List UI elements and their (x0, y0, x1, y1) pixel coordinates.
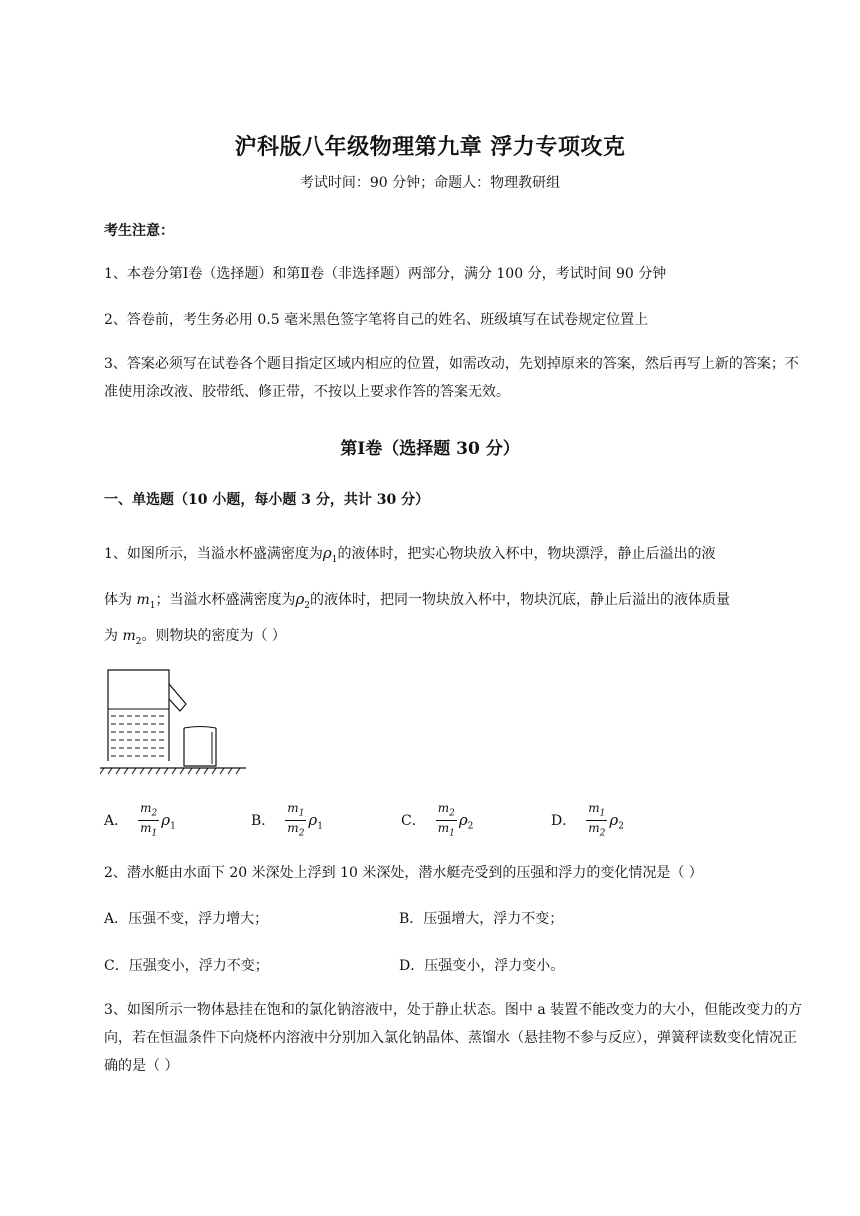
section-title: 第Ⅰ卷（选择题 30 分） (340, 439, 520, 459)
q3-stem: 3、如图所示一物体悬挂在饱和的氯化钠溶液中，处于静止状态。图中 a 装置不能改变力的大小，但能改变力的方向，若在恒温条件下向烧杯内溶液中分别加入氯化钠晶体、蒸馏水（悬挂物不参与反应），弹簧秤读数变化情况正确的是（ ） (104, 1002, 803, 1074)
q1-option-c[interactable]: C． $\frac{m_2}{m_1}$ $\rho_2$ (401, 801, 474, 839)
q2-option-a[interactable]: A．压强不变，浮力增大； (104, 911, 269, 927)
notice-item-3: 3、答案必须写在试卷各个题目指定区域内相应的位置，如需改动，先划掉原来的答案，然后再写上新的答案；不准使用涂改液、胶带纸、修正带，不按以上要求作答的答案无效。 (104, 356, 799, 400)
q1-option-b[interactable]: B． $\frac{m_1}{m_2}$ $\rho_1$ (251, 801, 323, 839)
q1-line-2: 体为 $m_1$；当溢水杯盛满密度为$\rho_2$的液体时，把同一物块放入杯中，物块沉底，静止后溢出的液体质量 (104, 590, 731, 611)
notice-item-2: 2、答卷前，考生务必用 0.5 毫米黑色签字笔将自己的姓名、班级填写在试卷规定位置上 (104, 312, 649, 328)
q2-stem: 2、潜水艇由水面下 20 米深处上浮到 10 米深处，潜水艇壳受到的压强和浮力的变化情况是（ ） (104, 865, 703, 881)
notice-heading: 考生注意： (104, 223, 174, 239)
exam-info: 考试时间：90 分钟；命题人：物理教研组 (299, 175, 561, 191)
notice-item-1: 1、本卷分第Ⅰ卷（选择题）和第Ⅱ卷（非选择题）两部分，满分 100 分，考试时间 90 分钟 (104, 266, 667, 282)
overflow-cup-figure (100, 664, 250, 776)
page-title: 沪科版八年级物理第九章 浮力专项攻克 (234, 134, 626, 160)
q2-option-d[interactable]: D．压强变小，浮力变小。 (399, 958, 565, 974)
q1-option-d[interactable]: D． $\frac{m_1}{m_2}$ $\rho_2$ (551, 801, 624, 839)
q2-option-b[interactable]: B．压强增大，浮力不变； (399, 911, 564, 927)
part-heading: 一、单选题（10 小题，每小题 3 分，共计 30 分） (104, 492, 430, 508)
q1-line-1: 1、如图所示，当溢水杯盛满密度为$\rho_1$的液体时，把实心物块放入杯中，物块漂浮，静止后溢出的液 (104, 544, 716, 565)
q2-option-c[interactable]: C．压强变小，浮力不变； (104, 958, 269, 974)
q1-option-a[interactable]: A． $\frac{m_2}{m_1}$ $\rho_1$ (104, 801, 176, 839)
q1-line-3: 为 $m_2$。则物块的密度为（ ） (104, 628, 286, 647)
